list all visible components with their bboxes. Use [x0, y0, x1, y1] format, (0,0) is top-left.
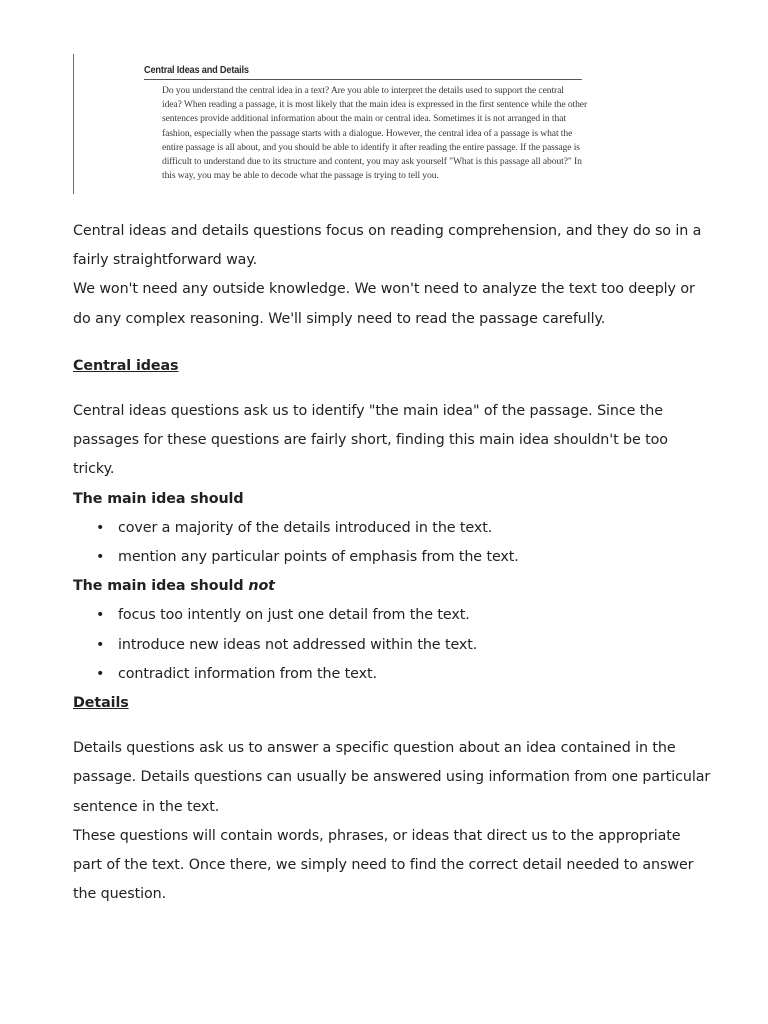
list-item: • focus too intently on just one detail from the text.: [73, 601, 713, 630]
intro-paragraph: [73, 217, 713, 334]
text-line: Central ideas and details questions focus on reading comprehension, and they do so in a: [73, 223, 702, 239]
text-line: tricky.: [73, 461, 115, 478]
bullet-icon: •: [96, 519, 105, 536]
excerpt-line: entire passage is all about, and you should be able to identify it after reading the entire passage. If the passage is: [162, 141, 580, 153]
text-line: fairly straightforward way.: [73, 252, 258, 269]
excerpt-line: fashion, especially when the passage starts with a dialogue. However, the central idea of a passage is what the: [162, 127, 573, 139]
text-line: Details questions ask us to answer a specific question about an idea contained in the: [73, 740, 676, 757]
excerpt-line: difficult to understand due to its structure and content, you may ask yourself "What is this passage all about?" In: [162, 156, 582, 168]
list-item: • mention any particular points of emphasis from the text.: [73, 543, 713, 572]
list-item: • introduce new ideas not addressed within the text.: [73, 631, 713, 660]
text-line: passage. Details questions can usually be answered using information from one particular: [73, 769, 711, 786]
excerpt-body: [162, 84, 632, 183]
not-emphasis: not: [248, 578, 275, 595]
text-line: We won't need any outside knowledge. We won't need to analyze the text too deeply or: [73, 281, 695, 298]
bullet-icon: •: [96, 636, 105, 653]
text-line: the question.: [73, 886, 167, 903]
bullet-icon: •: [96, 607, 105, 624]
excerpt-title: Central Ideas and Details: [144, 65, 582, 80]
details-paragraph-1: [73, 734, 713, 822]
text-line: passages for these questions are fairly short, finding this main idea shouldn't be too: [73, 432, 668, 449]
excerpt-image: [73, 54, 633, 194]
excerpt-line: Do you understand the central idea in a text? Are you able to interpret the details used to support the central: [162, 85, 564, 96]
main-idea-should-label: The main idea should: [73, 490, 244, 507]
text-line: Central ideas questions ask us to identify "the main idea" of the passage. Since the: [73, 403, 663, 420]
list-item: • cover a majority of the details introduced in the text.: [73, 514, 713, 543]
central-ideas-paragraph: [73, 397, 713, 485]
text-line: do any complex reasoning. We'll simply need to read the passage carefully.: [73, 310, 606, 327]
text-line: part of the text. Once there, we simply need to find the correct detail needed to answer: [73, 857, 694, 874]
list-item: • contradict information from the text.: [73, 660, 713, 689]
article: [73, 217, 713, 909]
main-idea-should-not-label: The main idea should not: [73, 578, 275, 595]
main-idea-should-not-list: [73, 601, 713, 689]
main-idea-should-list: [73, 514, 713, 572]
central-ideas-heading: Central ideas: [73, 357, 179, 374]
text-line: sentence in the text.: [73, 798, 220, 815]
details-paragraph-2: [73, 822, 713, 910]
excerpt-line: sentences provide additional information about the main or central idea. Sometimes it is not arranged in that: [162, 113, 566, 125]
excerpt-line: this way, you may be able to decode what the passage is trying to tell you.: [162, 170, 439, 182]
text-line: These questions will contain words, phrases, or ideas that direct us to the appropriate: [73, 827, 681, 844]
bullet-icon: •: [96, 665, 105, 682]
details-heading: Details: [73, 695, 129, 712]
excerpt-line: idea? When reading a passage, it is most likely that the main idea is expressed in the first sentence while the other: [162, 99, 588, 111]
bullet-icon: •: [96, 549, 105, 566]
